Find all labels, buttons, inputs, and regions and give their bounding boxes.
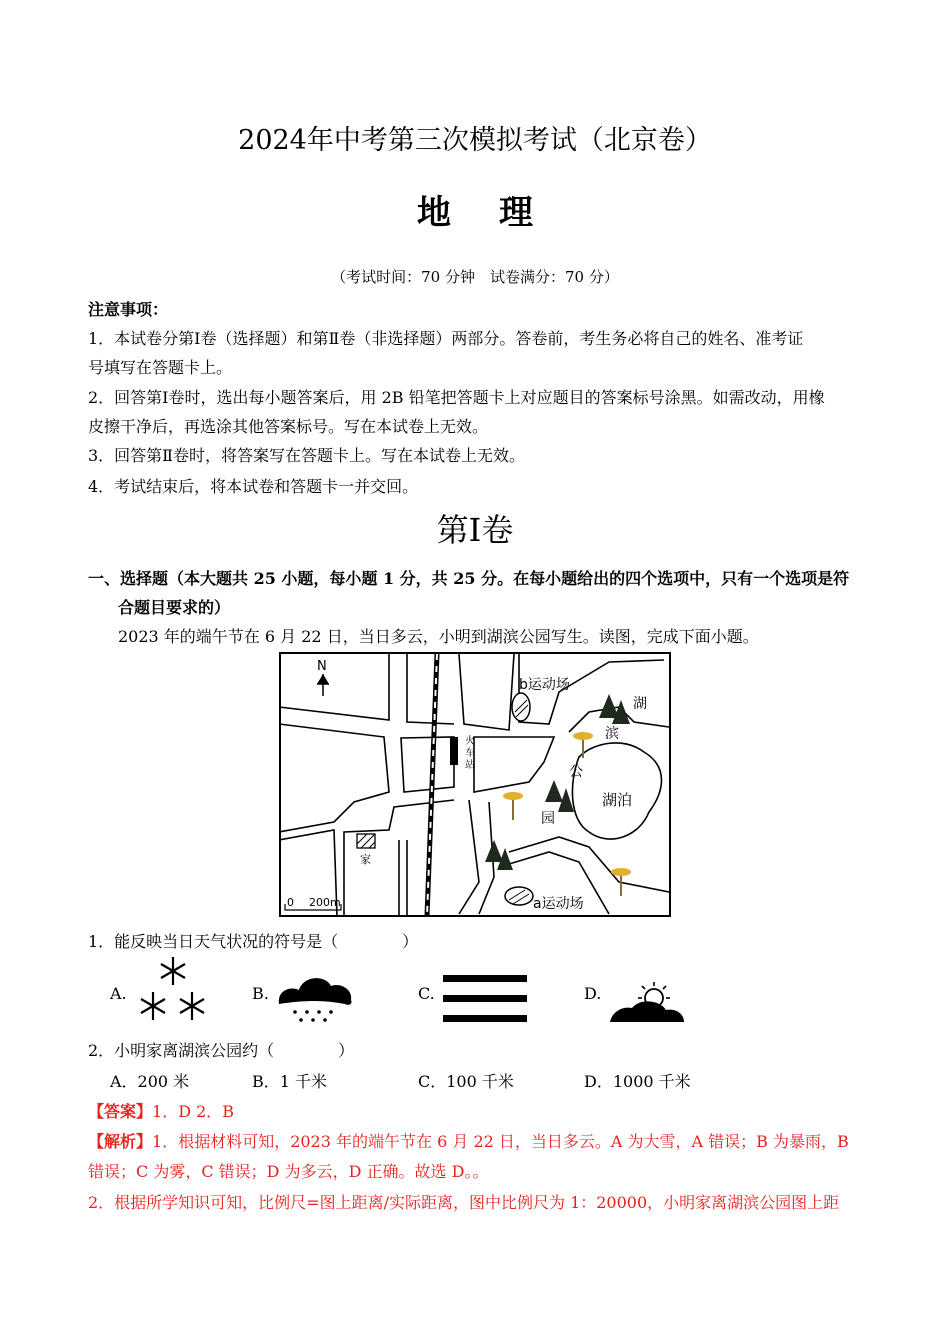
analysis-line: 2．根据所学知识可知，比例尺=图上距离/实际距离，图中比例尺为 1：20000，小明家离湖滨公园图上距: [88, 1193, 840, 1212]
answer-text: 1．D 2．B: [152, 1102, 235, 1121]
notice-line: 1．本试卷分第Ⅰ卷（选择题）和第Ⅱ卷（非选择题）两部分。答卷前，考生务必将自己的姓名、准考证: [88, 329, 804, 348]
partly-cloudy-icon: [608, 982, 686, 1024]
scale-bar: [285, 896, 341, 910]
notice-line: 4．考试结束后，将本试卷和答题卡一并交回。: [88, 477, 419, 496]
notice-line: 2．回答第Ⅰ卷时，选出每小题答案后，用 2B 铅笔把答题卡上对应题目的答案标号涂黑。如需改动，用橡: [88, 388, 825, 407]
notice-line: 皮擦干净后，再选涂其他答案标号。写在本试卷上无效。: [88, 417, 489, 436]
q1-option-c-label: C.: [418, 984, 435, 1003]
analysis-line: 错误；C 为雾，C 错误；D 为多云，D 正确。故选 D。。: [88, 1162, 489, 1181]
heavy-snow-icon: [135, 955, 215, 1025]
question-1-stem: 1．能反映当日天气状况的符号是（ ）: [88, 932, 419, 951]
station-label: [465, 734, 475, 771]
section-title: 第Ⅰ卷: [436, 511, 514, 549]
analysis-line: [88, 1129, 849, 1152]
svg-text:车: 车: [465, 748, 475, 759]
q1-option-b-label: B.: [252, 984, 269, 1003]
svg-text:0: 0: [287, 896, 294, 909]
answer-line: [88, 1099, 234, 1122]
part-one-heading: 一、选择题（本大题共 25 小题，每小题 1 分，共 25 分。在每小题给出的四个选项中，只有一个选项是符: [88, 569, 850, 588]
lake-park-label: 湖: [633, 696, 647, 712]
notice-line: 3．回答第Ⅱ卷时，将答案写在答题卡上。写在本试卷上无效。: [88, 446, 526, 465]
svg-text:N: N: [317, 659, 327, 674]
exam-meta: （考试时间：70 分钟 试卷满分：70 分）: [331, 268, 619, 286]
subject-title: 地理: [417, 193, 581, 233]
q2-option-b: B．1 千米: [252, 1072, 328, 1091]
q1-option-d-label: D.: [584, 984, 602, 1003]
home-label: 家: [360, 853, 371, 866]
svg-text:站: 站: [465, 760, 475, 771]
lake-park-label: 公: [569, 764, 583, 780]
sports-field-b: [512, 693, 530, 721]
park-map: [279, 652, 671, 918]
fog-icon: [443, 975, 527, 1023]
answer-tag: 【答案】: [88, 1102, 153, 1121]
analysis-text: 1．根据材料可知，2023 年的端午节在 6 月 22 日，当日多云。A 为大雪，A 错误；B 为暴雨，B: [152, 1132, 849, 1151]
lake-label: 湖泊: [602, 791, 633, 809]
rainstorm-icon: [275, 970, 357, 1024]
analysis-tag: 【解析】: [88, 1132, 153, 1151]
q2-option-a: A．200 米: [110, 1072, 190, 1091]
q2-option-c: C．100 千米: [418, 1072, 514, 1091]
sports-b-label: b运动场: [519, 677, 570, 693]
question-intro: 2023 年的端午节在 6 月 22 日，当日多云，小明到湖滨公园写生。读图，完成下面小题。: [118, 627, 759, 646]
notice-line: 号填写在答题卡上。: [88, 358, 233, 377]
svg-text:200m: 200m: [309, 896, 341, 909]
lake-park-label: 园: [541, 811, 555, 827]
sports-a-label: a运动场: [533, 896, 584, 912]
q2-option-d: D．1000 千米: [584, 1072, 691, 1091]
svg-text:火: 火: [465, 736, 475, 747]
question-2-stem: 2．小明家离湖滨公园约（ ）: [88, 1041, 355, 1060]
notice-heading: 注意事项：: [88, 300, 169, 319]
sports-field-a: [505, 887, 533, 905]
q1-option-a-label: A.: [110, 984, 127, 1003]
lake-park-label: 滨: [605, 726, 619, 742]
exam-title: 2024年中考第三次模拟考试（北京卷）: [238, 125, 712, 156]
part-one-heading-cont: 合题目要求的）: [118, 598, 231, 617]
station-building: [450, 737, 458, 765]
